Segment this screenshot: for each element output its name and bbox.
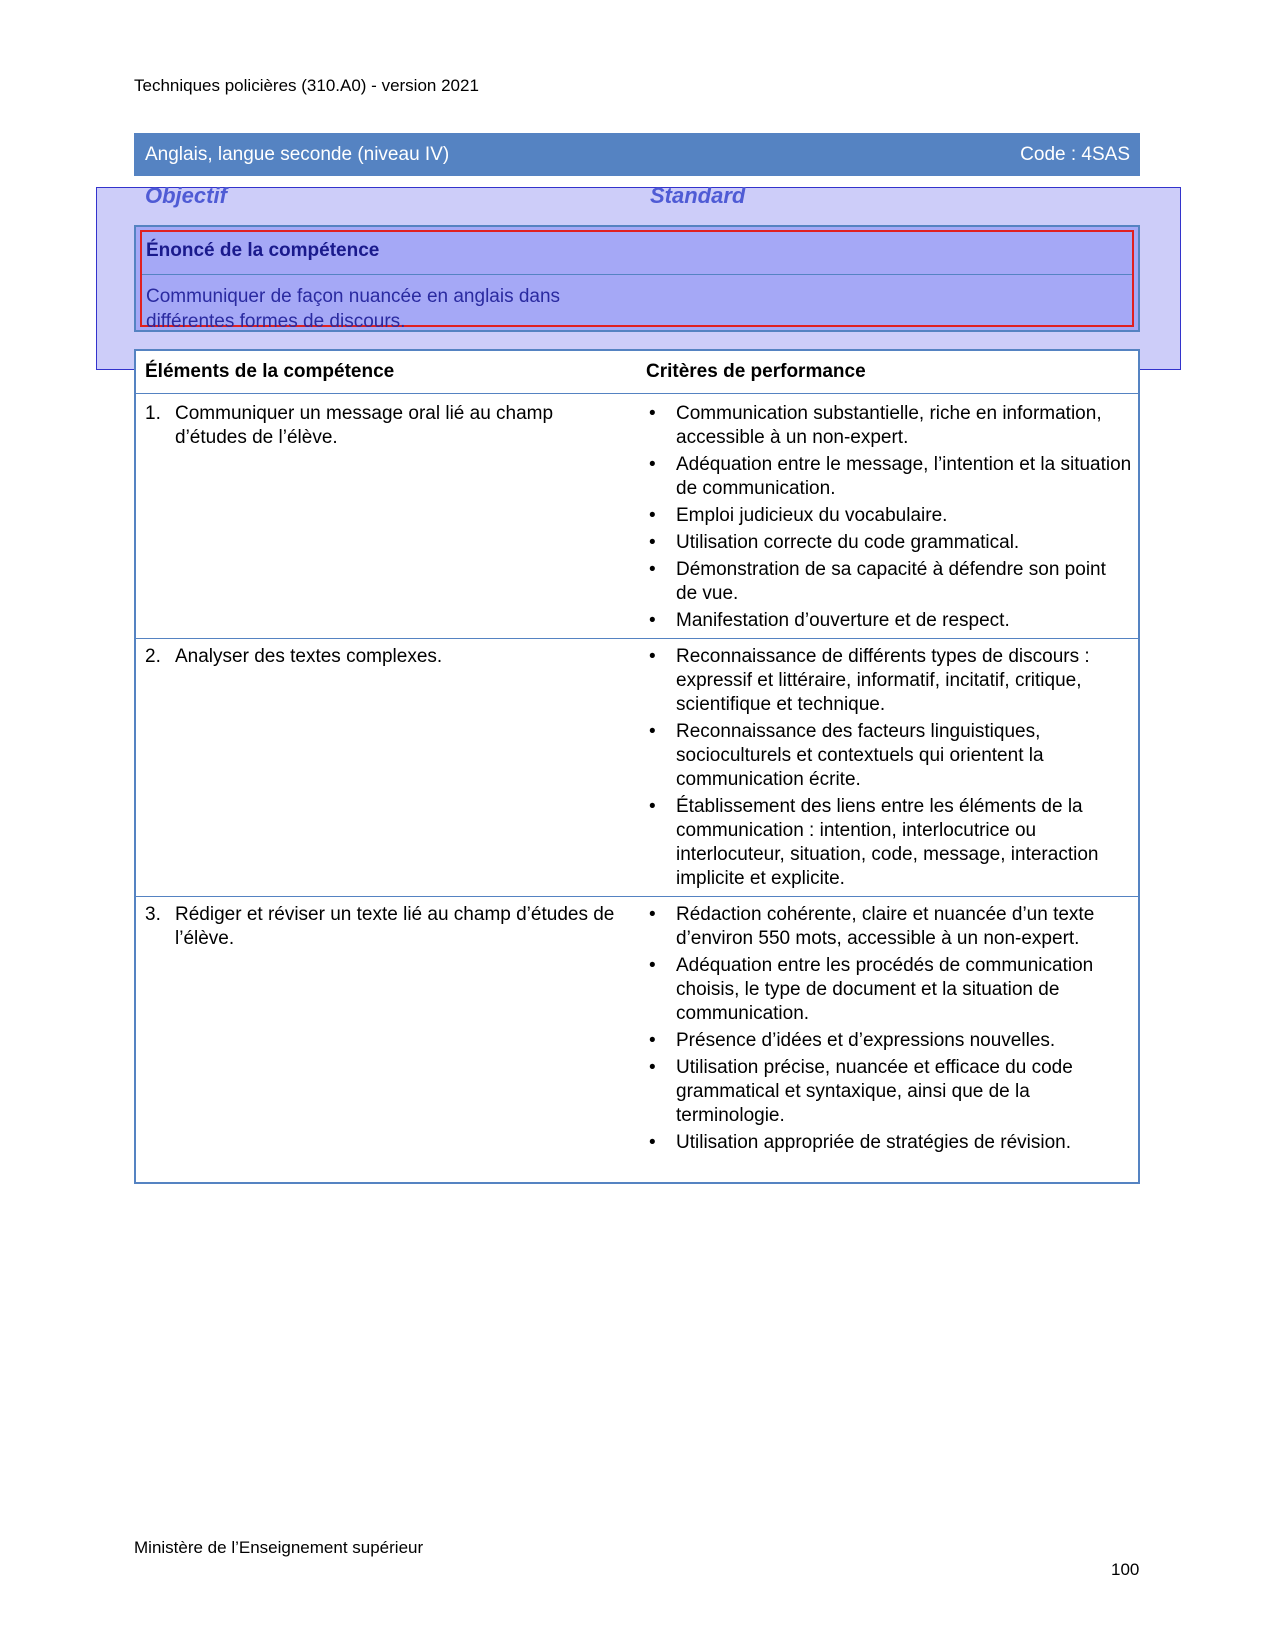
criterion-item: • Adéquation entre le message, l’intention et la situation de communication. [649, 454, 1132, 499]
criterion-item: • Démonstration de sa capacité à défendre son point de vue. [649, 559, 1106, 604]
bullet-icon: • [649, 721, 656, 742]
competency-statement-highlight [140, 230, 1134, 332]
header-divider [136, 393, 1138, 394]
bullet-icon: • [649, 403, 656, 424]
course-banner [134, 133, 1140, 176]
bullet-icon: • [649, 904, 656, 925]
criterion-item: • Rédaction cohérente, claire et nuancée d’un texte d’environ 550 mots, accessible à un non-expert. [649, 904, 1095, 949]
criterion-item: • Emploi judicieux du vocabulaire. [649, 505, 948, 526]
course-title: Anglais, langue seconde (niveau IV) [145, 143, 450, 165]
element-text: Analyser des textes complexes. [175, 646, 443, 667]
element-number: 2. [145, 646, 161, 667]
criterion-item: • Présence d’idées et d’expressions nouvelles. [649, 1030, 1056, 1051]
criterion-item: • Utilisation correcte du code grammatical. [649, 532, 1020, 553]
element-row-3 [145, 903, 623, 951]
criterion-item: • Reconnaissance de différents types de discours : expressif et littéraire, informatif, incitatif, critique, scientifique et technique. [649, 646, 1090, 715]
criterion-item: • Adéquation entre les procédés de communication choisis, le type de document et la situation de communication. [649, 955, 1094, 1024]
document-footer: Ministère de l’Enseignement supérieur [134, 1538, 424, 1557]
bullet-icon: • [649, 505, 656, 526]
element-text: Communiquer un message oral lié au champ d’études de l’élève. [175, 403, 554, 448]
document-header: Techniques policières (310.A0) - version 2021 [134, 76, 479, 95]
element-number: 1. [145, 403, 161, 424]
criteria-list-2 [646, 645, 1132, 894]
standard-label: Standard [650, 183, 746, 208]
bullet-icon: • [649, 1057, 656, 1078]
criterion-item: • Communication substantielle, riche en information, accessible à un non-expert. [649, 403, 1102, 448]
page-number: 100 [1111, 1560, 1140, 1579]
element-row-1 [145, 402, 623, 450]
elements-column-header: Éléments de la compétence [145, 361, 395, 382]
element-row-2 [145, 645, 623, 669]
competency-statement-box [134, 225, 1140, 332]
element-number: 3. [145, 904, 161, 925]
criterion-item: • Manifestation d’ouverture et de respect. [649, 610, 1010, 631]
competency-statement-heading: Énoncé de la compétence [146, 240, 380, 261]
row-divider [136, 896, 1138, 897]
criterion-item: • Utilisation précise, nuancée et efficace du code grammatical et syntaxique, ainsi que de la terminologie. [649, 1057, 1073, 1126]
bullet-icon: • [649, 1030, 656, 1051]
row-divider [136, 638, 1138, 639]
bullet-icon: • [649, 646, 656, 667]
criteria-list-3 [646, 903, 1132, 1158]
criterion-item: • Utilisation appropriée de stratégies de révision. [649, 1132, 1071, 1153]
bullet-icon: • [649, 796, 656, 817]
course-code: Code : 4SAS [1020, 143, 1130, 165]
objective-label: Objectif [145, 183, 227, 208]
bullet-icon: • [649, 532, 656, 553]
criteria-column-header: Critères de performance [646, 361, 866, 382]
element-text: Rédiger et réviser un texte lié au champ d’études de l’élève. [175, 904, 615, 949]
divider [142, 274, 1132, 275]
criteria-list-1 [646, 402, 1132, 636]
bullet-icon: • [649, 955, 656, 976]
bullet-icon: • [649, 1132, 656, 1153]
criterion-item: • Établissement des liens entre les éléments de la communication : intention, interlocutrice ou interlocuteur, situation, code, message, interaction implicite et explicite. [649, 796, 1099, 889]
competency-statement-text: Communiquer de façon nuancée en anglais dans différentes formes de discours. [146, 286, 561, 332]
competency-table [134, 349, 1140, 1184]
bullet-icon: • [649, 559, 656, 580]
bullet-icon: • [649, 454, 656, 475]
criterion-item: • Reconnaissance des facteurs linguistiques, socioculturels et contextuels qui orientent la communication écrite. [649, 721, 1044, 790]
bullet-icon: • [649, 610, 656, 631]
